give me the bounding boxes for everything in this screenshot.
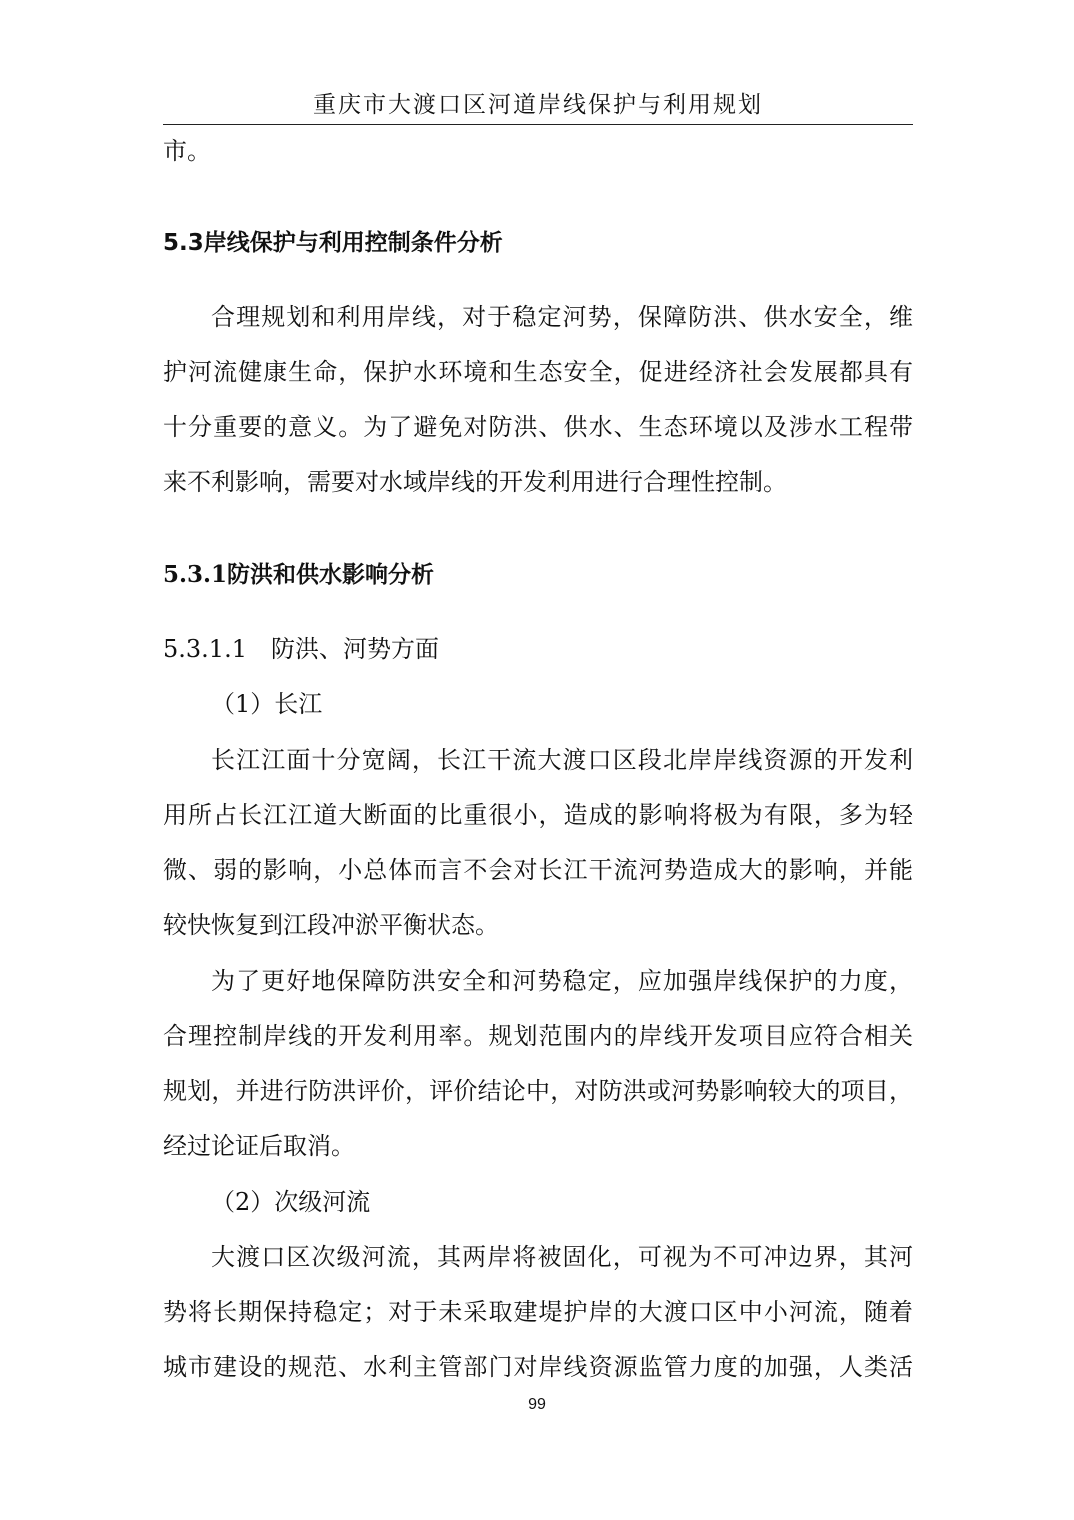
paragraph-line: 规划，并进行防洪评价，评价结论中，对防洪或河势影响较大的项目，	[163, 1077, 913, 1105]
paragraph-line: 合理控制岸线的开发利用率。规划范围内的岸线开发项目应符合相关	[163, 1022, 913, 1050]
paragraph-line: 势将长期保持稳定；对于未采取建堤护岸的大渡口区中小河流，随着	[163, 1298, 913, 1326]
paragraph-line: 合理规划和利用岸线，对于稳定河势，保障防洪、供水安全，维	[211, 303, 913, 331]
paragraph-line: 为了更好地保障防洪安全和河势稳定，应加强岸线保护的力度，	[211, 967, 913, 995]
section-heading-5-3-1: 5.3.1防洪和供水影响分析	[163, 561, 435, 588]
paragraph-line: 护河流健康生命，保护水环境和生态安全，促进经济社会发展都具有	[163, 358, 913, 386]
paragraph-line: 微、弱的影响，小总体而言不会对长江干流河势造成大的影响，并能	[163, 856, 913, 884]
running-header: 重庆市大渡口区河道岸线保护与利用规划	[313, 92, 763, 118]
paragraph-line: 城市建设的规范、水利主管部门对岸线资源监管力度的加强，人类活	[163, 1353, 913, 1381]
list-item-title: （1）长江	[211, 690, 323, 718]
section-heading-5-3-1-1: 5.3.1.1 防洪、河势方面	[163, 635, 439, 663]
paragraph-line: 来不利影响，需要对水域岸线的开发利用进行合理性控制。	[163, 468, 787, 496]
paragraph-line: 大渡口区次级河流，其两岸将被固化，可视为不可冲边界，其河	[211, 1243, 913, 1271]
list-item-title: （2）次级河流	[211, 1188, 371, 1216]
header-rule	[163, 124, 913, 125]
paragraph-line: 长江江面十分宽阔，长江干流大渡口区段北岸岸线资源的开发利	[211, 746, 913, 774]
continuation-text: 市。	[163, 137, 211, 165]
paragraph-line: 经过论证后取消。	[163, 1132, 355, 1160]
page-number: 99	[528, 1396, 546, 1413]
paragraph-line: 用所占长江江道大断面的比重很小，造成的影响将极为有限，多为轻	[163, 801, 913, 829]
paragraph-line: 较快恢复到江段冲淤平衡状态。	[163, 911, 499, 939]
paragraph-line: 十分重要的意义。为了避免对防洪、供水、生态环境以及涉水工程带	[163, 413, 913, 441]
section-heading-5-3: 5.3岸线保护与利用控制条件分析	[163, 230, 503, 256]
